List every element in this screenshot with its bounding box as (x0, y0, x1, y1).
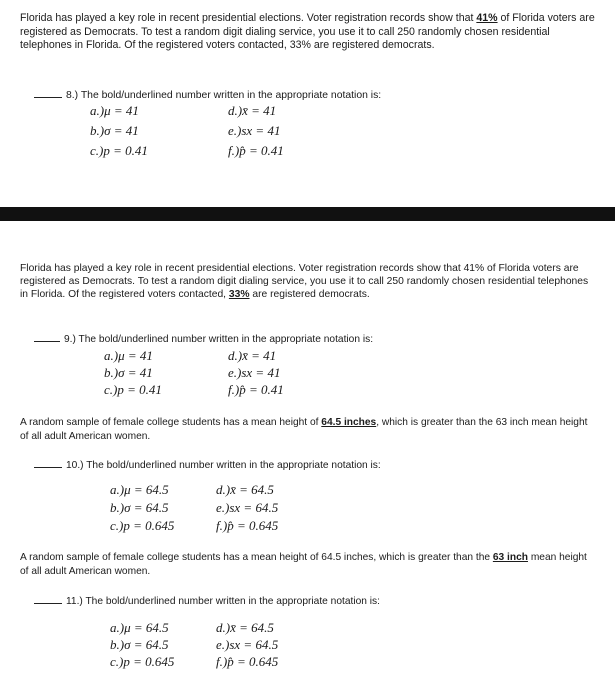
problem-text: A random sample of female college students has a mean height of 64.5 inches, which is greater than the 63 inch mean height of all adult American women. (20, 417, 588, 442)
option-a: a.)μ = 64.5 (110, 482, 169, 497)
option-b: b.)σ = 41 (90, 123, 139, 138)
answer-blank[interactable] (34, 467, 62, 468)
option-f: f.)p̂ = 0.645 (216, 518, 279, 533)
option-b: b.)σ = 41 (104, 365, 153, 380)
option-e: e.)sx = 41 (228, 123, 281, 138)
option-f: f.)p̂ = 0.41 (228, 143, 284, 158)
option-b: b.)σ = 64.5 (110, 637, 169, 652)
question-text: 8.) The bold/underlined number written in the appropriate notation is: (66, 90, 382, 101)
problem-text: Florida has played a key role in recent presidential elections. Voter registration records show that 41% of Florida voters are registered as Democrats. To test a random digit dialing service, you use it to call 250 randomly chosen residential telephones in Florida. Of the registered voters contacted, 33% are registered democrats. (20, 263, 589, 301)
answer-blank[interactable] (34, 341, 60, 342)
highlighted-number: 64.5 inches (321, 417, 377, 428)
problem-text: Florida has played a key role in recent presidential elections. Voter registration records show that 41% of Florida voters are registered as Democrats. To test a random digit dialing service, you use it to call 250 randomly chosen residential telephones in Florida. Of the registered voters contacted, 33% are registered democrats. (20, 12, 595, 52)
option-e: e.)sx = 64.5 (216, 500, 279, 515)
option-b: b.)σ = 64.5 (110, 500, 169, 515)
answer-blank[interactable] (34, 603, 62, 604)
question-text: 9.) The bold/underlined number written in the appropriate notation is: (64, 334, 374, 345)
question-text: 10.) The bold/underlined number written in the appropriate notation is: (66, 460, 381, 471)
option-d: d.)x̄ = 41 (228, 103, 277, 118)
option-a: a.)μ = 64.5 (110, 620, 169, 635)
option-c: c.)p = 0.41 (90, 143, 148, 158)
question-line (34, 89, 381, 102)
option-f: f.)p̂ = 0.41 (228, 382, 284, 397)
option-e: e.)sx = 64.5 (216, 637, 279, 652)
answer-blank[interactable] (34, 97, 62, 98)
option-a: a.)μ = 41 (90, 103, 139, 118)
option-f: f.)p̂ = 0.645 (216, 654, 279, 669)
question-line (34, 459, 381, 472)
option-d: d.)x̄ = 41 (228, 348, 277, 363)
section-divider (0, 207, 615, 221)
question-line (34, 333, 373, 346)
option-d: d.)x̄ = 64.5 (216, 482, 274, 497)
highlighted-number: 41% (476, 12, 498, 24)
option-c: c.)p = 0.645 (110, 654, 175, 669)
option-d: d.)x̄ = 64.5 (216, 620, 274, 635)
problem-text: A random sample of female college students has a mean height of 64.5 inches, which is greater than the 63 inch mean height of all adult American women. (20, 552, 587, 577)
option-e: e.)sx = 41 (228, 365, 281, 380)
question-text: 11.) The bold/underlined number written in the appropriate notation is: (66, 596, 380, 607)
option-c: c.)p = 0.41 (104, 382, 162, 397)
question-line (34, 595, 380, 608)
highlighted-number: 33% (228, 289, 250, 301)
option-a: a.)μ = 41 (104, 348, 153, 363)
option-c: c.)p = 0.645 (110, 518, 175, 533)
highlighted-number: 63 inch (492, 552, 528, 563)
